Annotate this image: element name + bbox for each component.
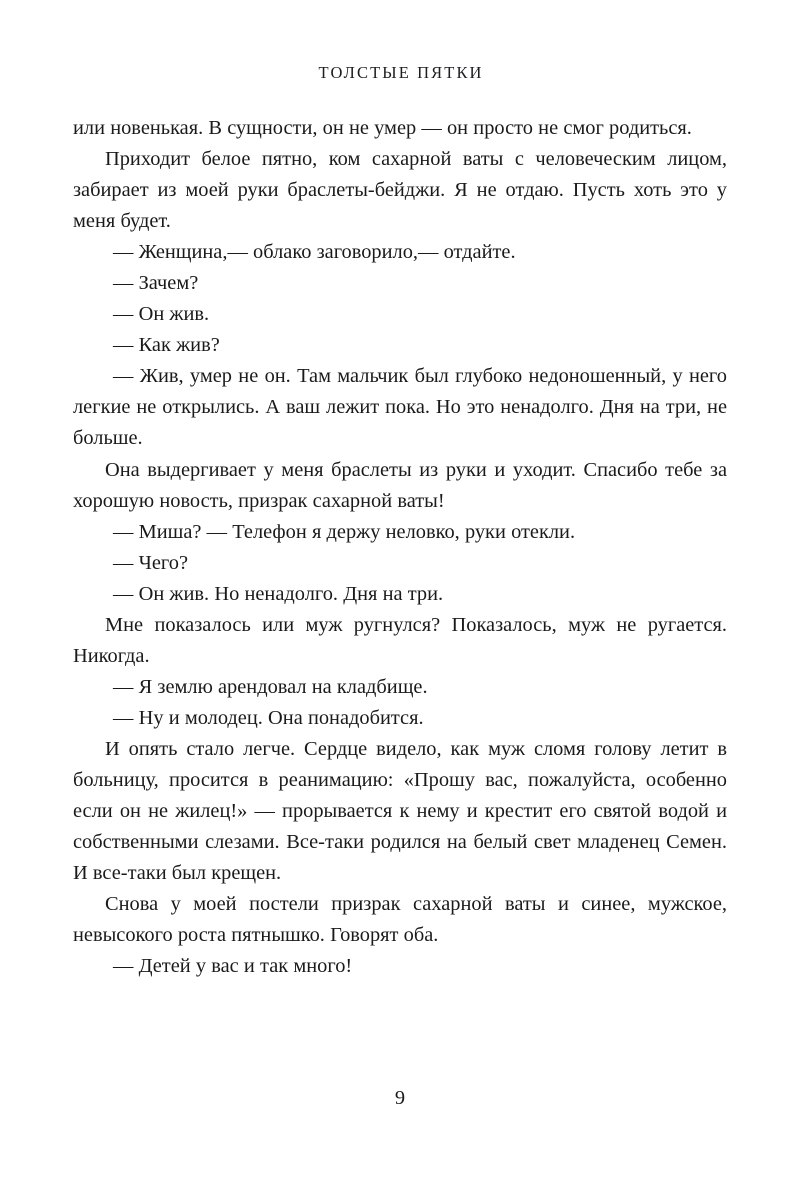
dialogue-line: — Он жив.: [113, 303, 210, 326]
body-paragraph: Приходит белое пятно, ком сахарной ваты с человеческим лицом, забирает из моей руки браслеты-бейджи. Я не отдаю. Пусть хоть это у меня будет.: [73, 148, 727, 233]
body-text: [73, 113, 727, 982]
dialogue-line: — Детей у вас и так много!: [113, 955, 353, 978]
dialogue-line: — Миша? — Телефон я держу неловко, руки отекли.: [113, 520, 576, 543]
running-head: ТОЛСТЫЕ ПЯТКИ: [318, 63, 484, 82]
body-paragraph: Она выдергивает у меня браслеты из руки и уходит. Спасибо тебе за хорошую новость, призрак сахарной ваты!: [73, 458, 727, 512]
dialogue-line: — Он жив. Но ненадолго. Дня на три.: [113, 582, 444, 605]
page-number: 9: [394, 1087, 406, 1109]
dialogue-line: — Зачем?: [113, 272, 199, 295]
dialogue-line: — Я землю арендовал на кладбище.: [113, 675, 428, 698]
dialogue-line: — Как жив?: [113, 334, 220, 357]
body-paragraph: И опять стало легче. Сердце видело, как муж сломя голову летит в больницу, просится в реанимацию: «Прошу вас, пожалуйста, особенно если он не жилец!» — прорывается к нему и крестит его святой водой и собственными слезами. Все-таки родился на белый свет младенец Семен. И все-таки был крещен.: [73, 737, 727, 885]
body-paragraph: Мне показалось или муж ругнулся? Показалось, муж не ругается. Никогда.: [73, 613, 727, 667]
body-paragraph: Снова у моей постели призрак сахарной ваты и синее, мужское, невысокого роста пятнышко. Говорят оба.: [73, 893, 727, 947]
dialogue-line: — Чего?: [113, 551, 188, 574]
dialogue-line: — Женщина,— облако заговорило,— отдайте.: [113, 241, 516, 264]
dialogue-line: — Ну и молодец. Она понадобится.: [113, 706, 424, 729]
dialogue-line: — Жив, умер не он. Там мальчик был глубоко недоношенный, у него легкие не открылись. А ваш лежит пока. Но это ненадолго. Дня на три, не больше.: [73, 365, 727, 450]
body-paragraph: или новенькая. В сущности, он не умер — он просто не смог родиться.: [73, 117, 692, 139]
